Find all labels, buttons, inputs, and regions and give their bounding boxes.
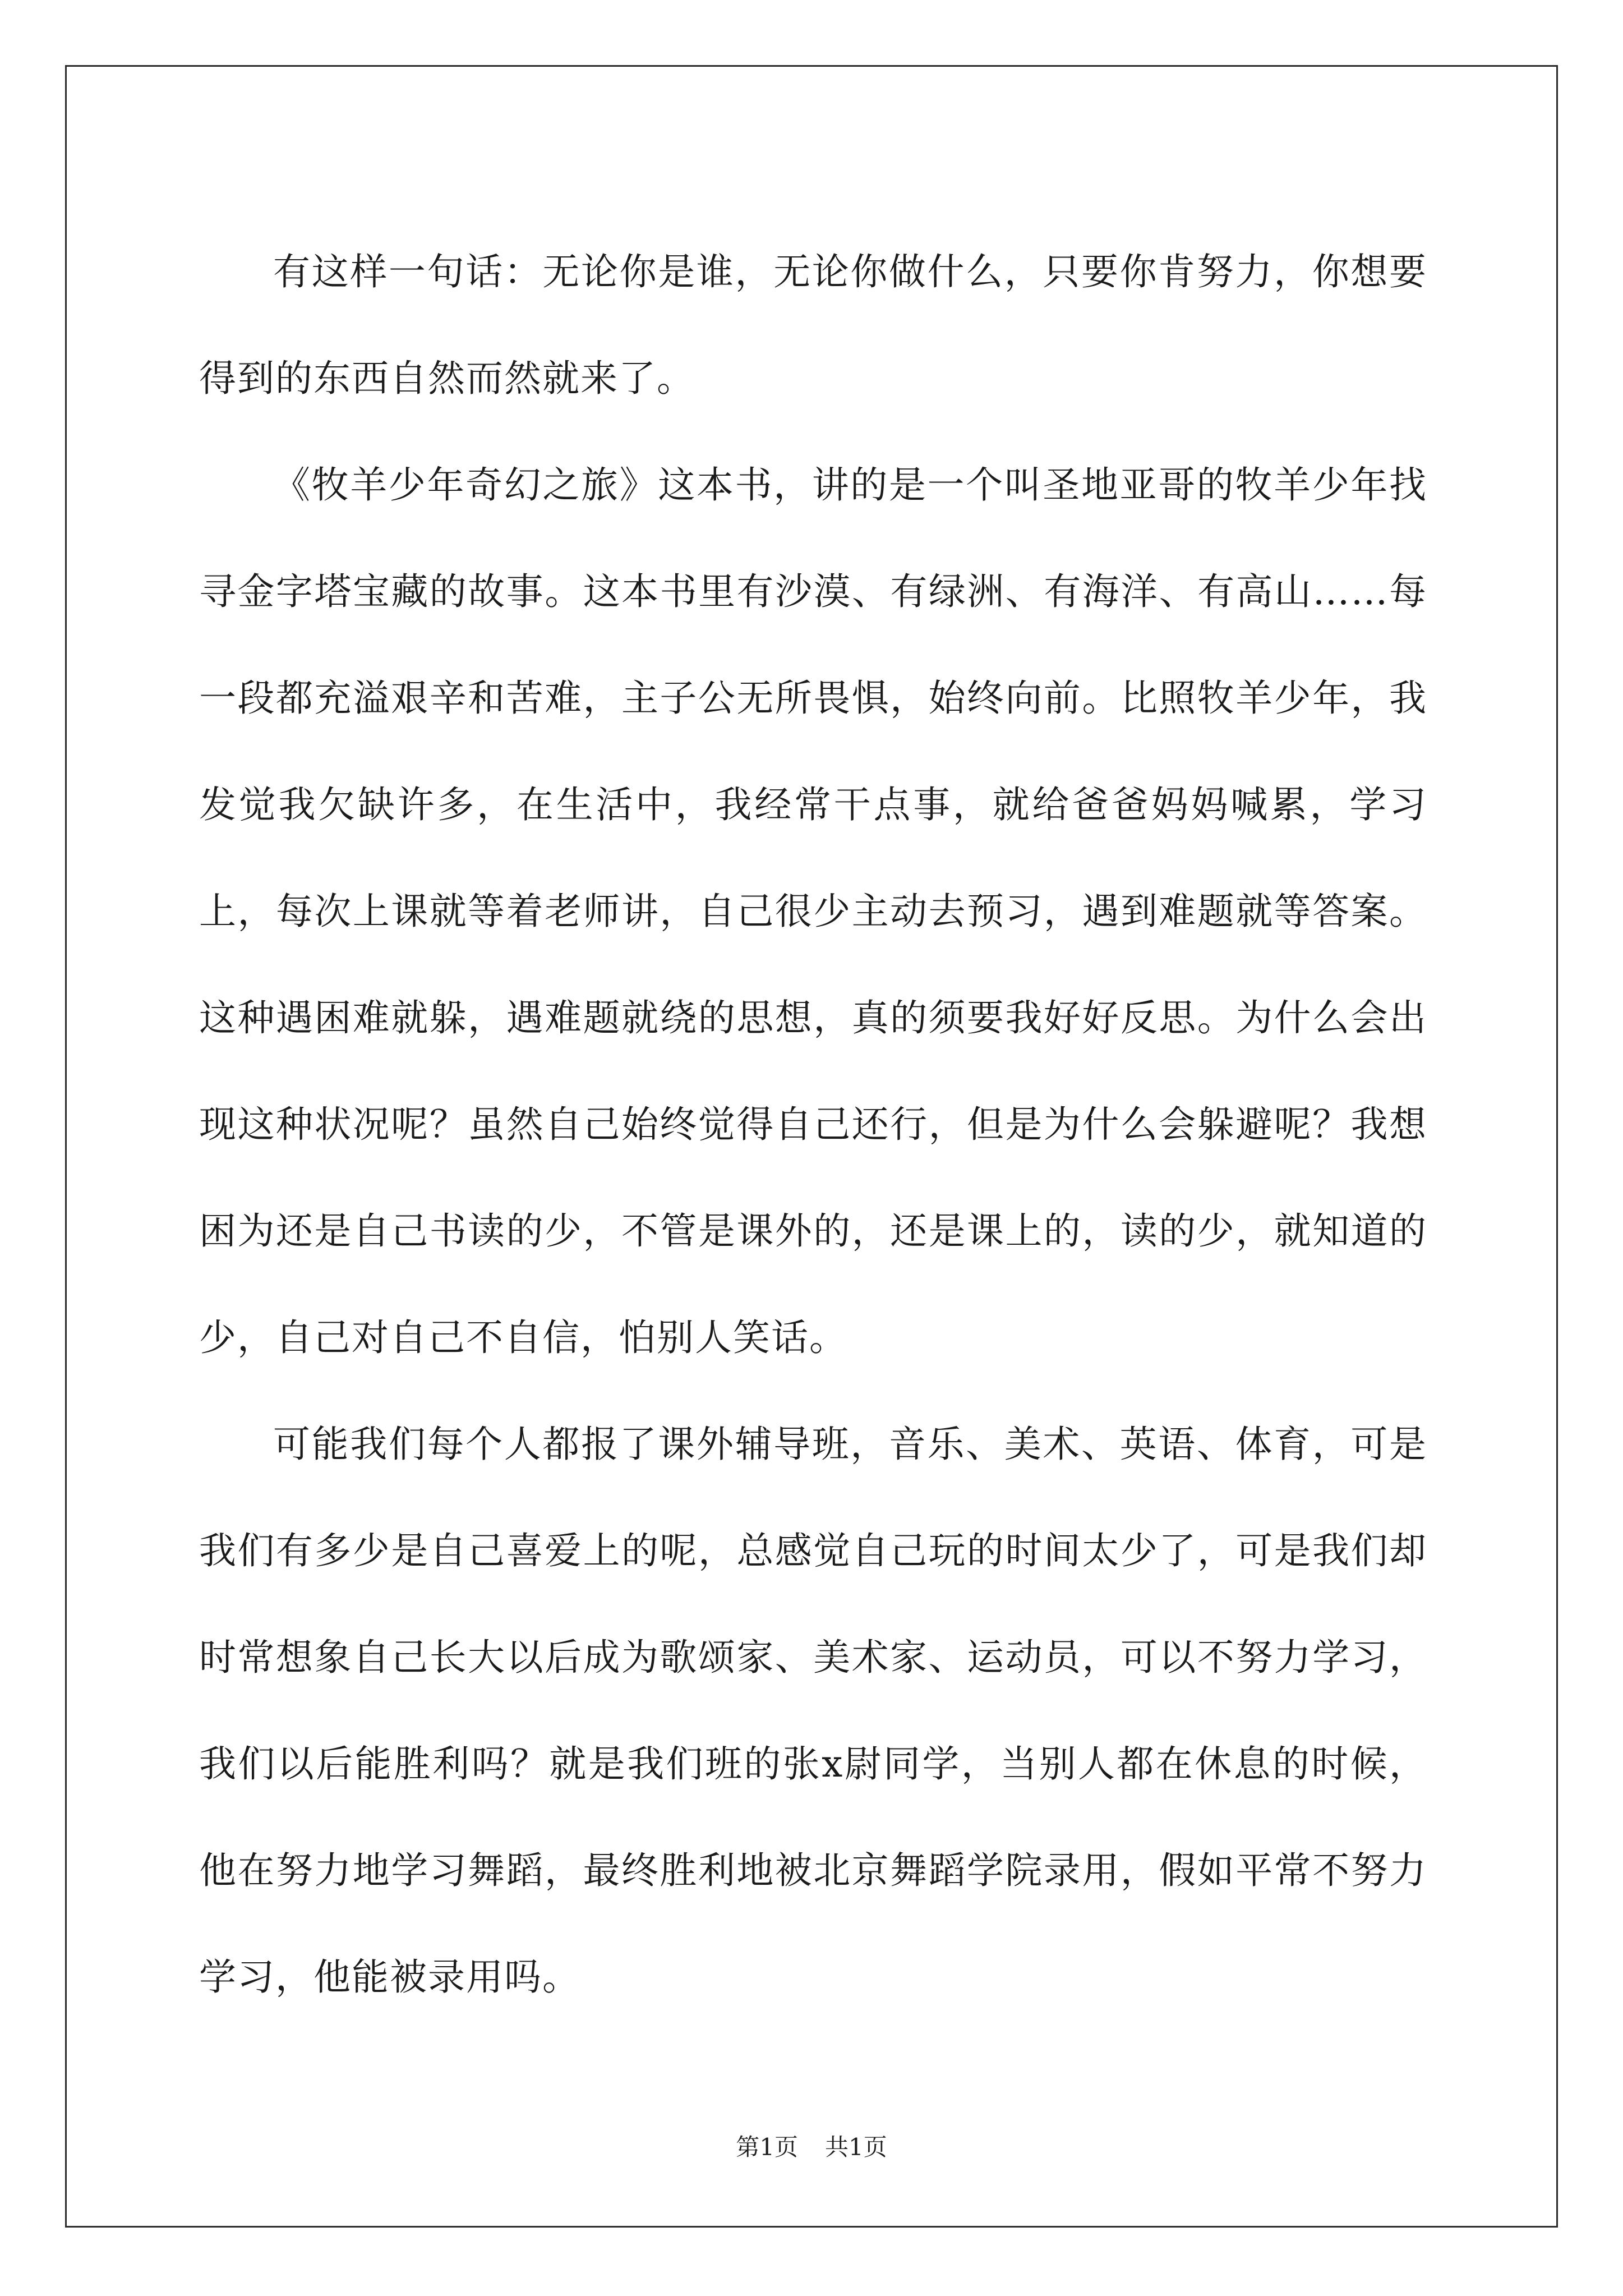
document-body (199, 219, 1427, 2031)
paragraph-1: 有这样一句话：无论你是谁，无论你做什么，只要你肯努力，你想要得到的东西自然而然就来了。 (199, 250, 1427, 400)
page-total: 共1页 (825, 2133, 887, 2161)
page-number: 第1页 (736, 2133, 798, 2161)
page-footer (0, 2132, 1623, 2163)
paragraph-2: 《牧羊少年奇幻之旅》这本书，讲的是一个叫圣地亚哥的牧羊少年找寻金字塔宝藏的故事。这本书里有沙漠、有绿洲、有海洋、有高山……每一段都充溢艰辛和苦难，主子公无所畏惧，始终向前。比照牧羊少年，我发觉我欠缺许多，在生活中，我经常干点事，就给爸爸妈妈喊累，学习上，每次上课就等着老师讲，自己很少主动去预习，遇到难题就等答案。这种遇困难就躲，遇难题就绕的思想，真的须要我好好反思。为什么会出现这种状况呢？虽然自己始终觉得自己还行，但是为什么会躲避呢？我想困为还是自己书读的少，不管是课外的，还是课上的，读的少，就知道的少，自己对自己不自信，怕别人笑话。 (199, 463, 1427, 1359)
paragraph-3: 可能我们每个人都报了课外辅导班，音乐、美术、英语、体育，可是我们有多少是自己喜爱上的呢，总感觉自己玩的时间太少了，可是我们却时常想象自己长大以后成为歌颂家、美术家、运动员，可以不努力学习，我们以后能胜利吗？就是我们班的张x尉同学，当别人都在休息的时候，他在努力地学习舞蹈，最终胜利地被北京舞蹈学院录用，假如平常不努力学习，他能被录用吗。 (199, 1423, 1427, 1999)
